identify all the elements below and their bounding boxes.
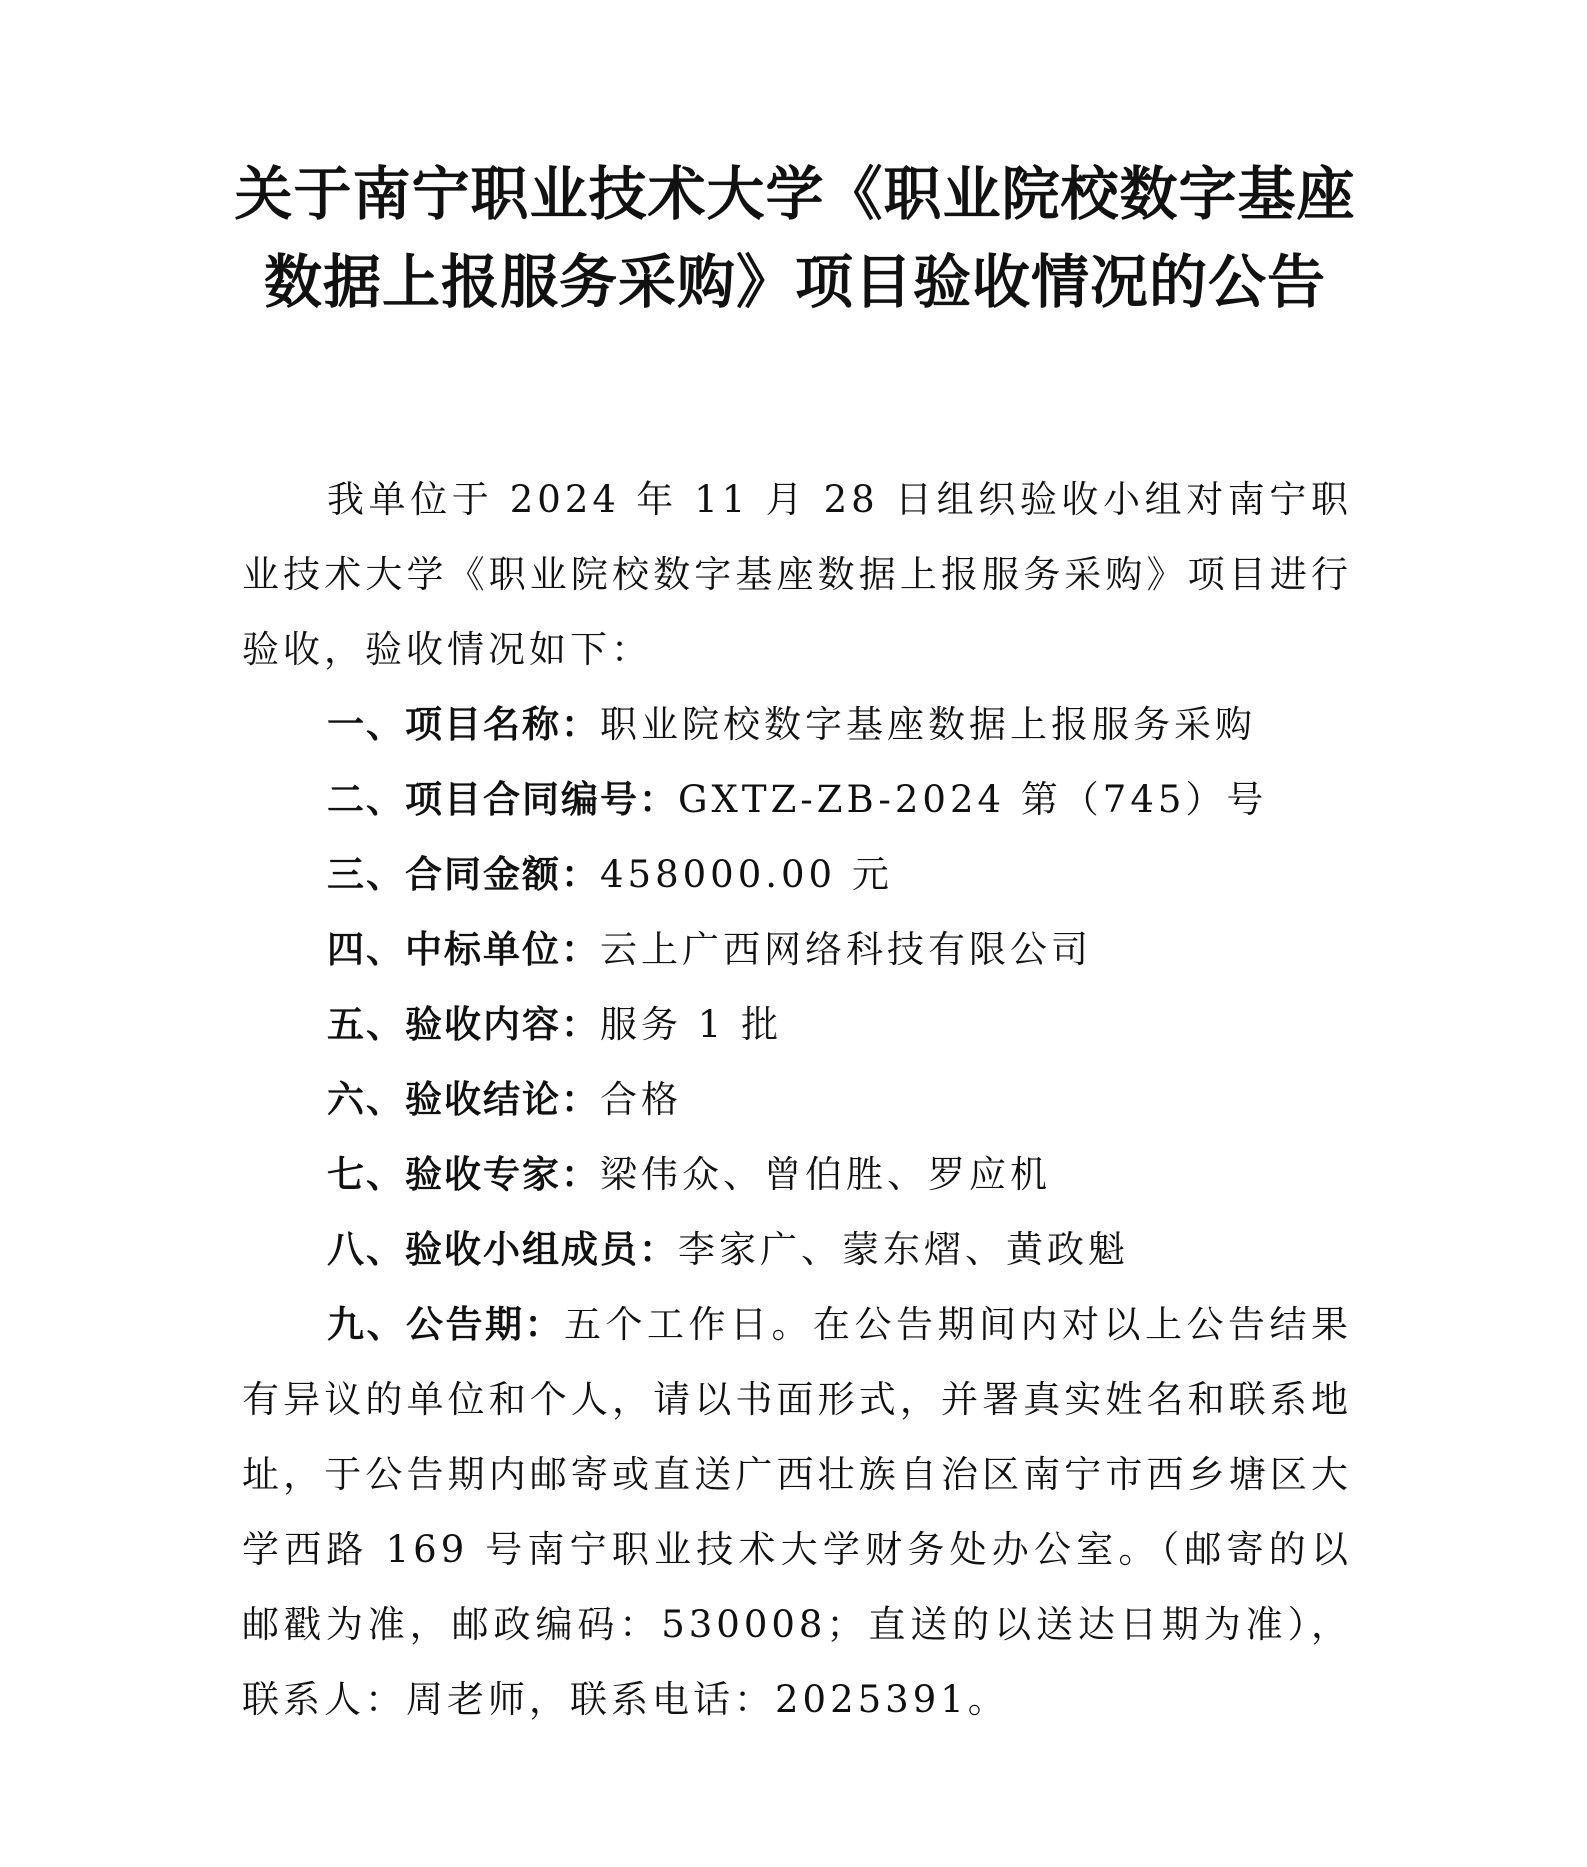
item-label: 八、验收小组成员： bbox=[327, 1228, 678, 1271]
document-body bbox=[242, 462, 1352, 1737]
item-contract-number bbox=[242, 762, 1352, 837]
item-acceptance-experts bbox=[242, 1137, 1352, 1212]
item-value: 合格 bbox=[600, 1078, 682, 1121]
item-value: 服务 1 批 bbox=[600, 1003, 783, 1046]
title-line-2: 数据上报服务采购》项目验收情况的公告 bbox=[263, 248, 1326, 316]
item-label: 三、合同金额： bbox=[327, 853, 600, 896]
item-value: 458000.00 元 bbox=[600, 853, 893, 896]
item-acceptance-members bbox=[242, 1212, 1352, 1287]
title-line-1: 关于南宁职业技术大学《职业院校数字基座 bbox=[234, 160, 1356, 228]
item-value: GXTZ-ZB-2024 第（745）号 bbox=[678, 778, 1268, 821]
intro-paragraph: 我单位于 2024 年 11 月 28 日组织验收小组对南宁职业技术大学《职业院校数字基座数据上报服务采购》项目进行验收，验收情况如下： bbox=[242, 478, 1352, 671]
item-label: 二、项目合同编号： bbox=[327, 778, 678, 821]
item-value: 五个工作日。在公告期间内对以上公告结果有异议的单位和个人，请以书面形式，并署真实姓名和联系地址，于公告期内邮寄或直送广西壮族自治区南宁市西乡塘区大学西路 169 号南宁职业技术大学财务处办公室。（邮寄的以邮戳为准，邮政编码：530008；直送的以送达日期为准），联系人：周老师，联系电话：2025391。 bbox=[242, 1303, 1352, 1721]
item-label: 四、中标单位： bbox=[327, 928, 600, 971]
item-value: 职业院校数字基座数据上报服务采购 bbox=[600, 703, 1256, 746]
item-acceptance-conclusion bbox=[242, 1062, 1352, 1137]
item-value: 云上广西网络科技有限公司 bbox=[600, 928, 1092, 971]
document-title bbox=[230, 150, 1360, 326]
item-winning-bidder bbox=[242, 912, 1352, 987]
item-label: 一、项目名称： bbox=[327, 703, 600, 746]
item-value: 李家广、蒙东熠、黄政魁 bbox=[678, 1228, 1129, 1271]
item-label: 六、验收结论： bbox=[327, 1078, 600, 1121]
item-label: 九、公告期： bbox=[327, 1303, 564, 1346]
item-project-name bbox=[242, 687, 1352, 762]
item-label: 五、验收内容： bbox=[327, 1003, 600, 1046]
item-label: 七、验收专家： bbox=[327, 1153, 600, 1196]
item-value: 梁伟众、曾伯胜、罗应机 bbox=[600, 1153, 1051, 1196]
item-announcement-period bbox=[242, 1287, 1352, 1737]
item-contract-amount bbox=[242, 837, 1352, 912]
item-acceptance-content bbox=[242, 987, 1352, 1062]
